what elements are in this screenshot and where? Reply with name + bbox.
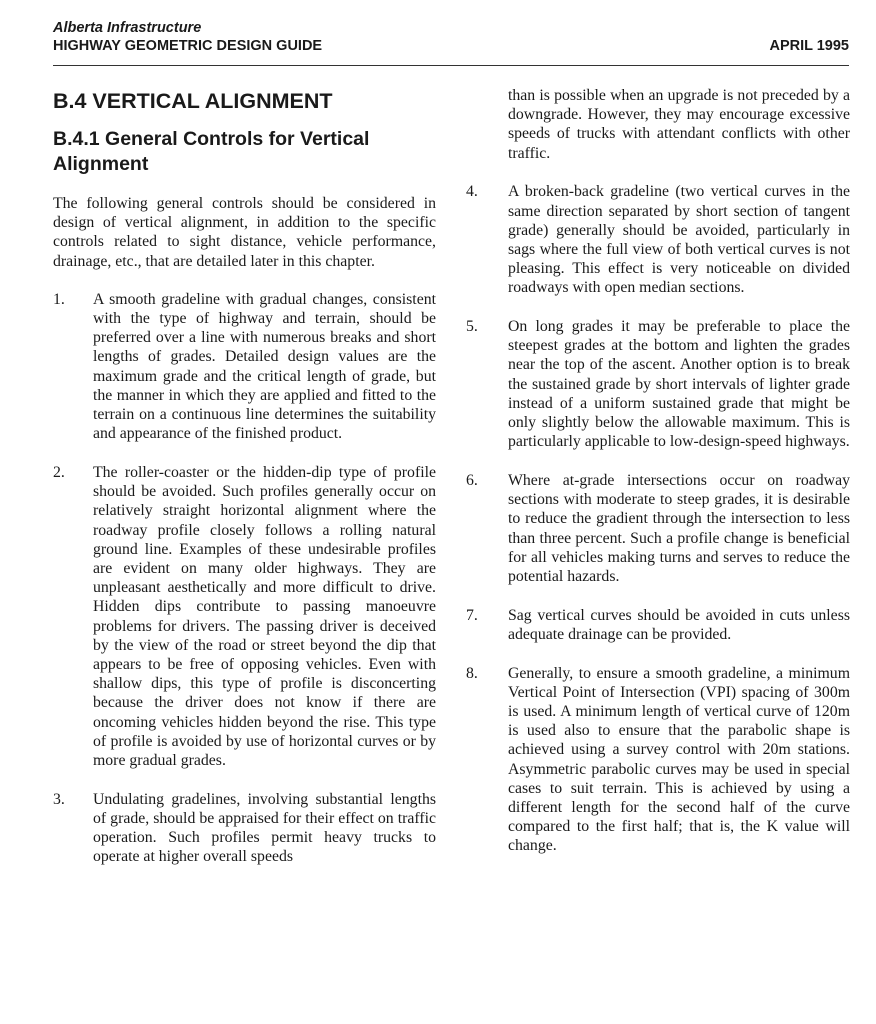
header-date: APRIL 1995 (769, 38, 849, 54)
left-column (53, 86, 436, 886)
list-item-number: 8. (466, 664, 478, 682)
list-item-text: Where at-grade intersections occur on roadway sections with moderate to steep grades, it is desirable to reduce the gradient through the intersection to less than three percent. Such a profile change is beneficial for all vehicles making turns and serves to reduce the potential hazards. (508, 471, 850, 585)
list-item-text: A smooth gradeline with gradual changes, consistent with the type of highway and terrain, should be preferred over a line with numerous breaks and short lengths of grades. Detailed design values are the maximum grade and the critical length of grade, but the manner in which they are applied and fitted to the terrain on a continuous line determines the suitability and appearance of the finished product. (93, 290, 436, 443)
list-item-text: The roller-coaster or the hidden-dip type of profile should be avoided. Such profiles generally occur on relatively straight horizontal alignment where the roadway profile closely follows a rolling natural ground line. Examples of these undesirable profiles are evident on many older highways. They are unpleasant aesthetically and more difficult to drive. Hidden dips contribute to passing manoeuvre problems for drivers. The passing driver is deceived by the view of the road or street beyond the dip that appears to be free of opposing vehicles. Even with shallow dips, this type of profile is disconcerting because the driver does not know if there are oncoming vehicles hidden beyond the rise. This type of profile is avoided by use of horizontal curves or by more gradual grades. (93, 463, 436, 769)
list-item-text: Undulating gradelines, involving substantial lengths of grade, should be appraised for their effect on traffic operation. Such profiles permit heavy trucks to operate at higher overall speeds (93, 790, 436, 866)
list-item (466, 664, 850, 856)
subsection-title: B.4.1 General Controls for Vertical Alignment (53, 128, 370, 175)
list-item-text: On long grades it may be preferable to place the steepest grades at the bottom and lighten the grades near the top of the ascent. Another option is to break the sustained grade by short intervals of lighter grade instead of a uniform sustained grade that might be only slightly below the allowable maximum. This is particularly applicable to low-design-speed highways. (508, 318, 850, 451)
list-item (466, 606, 850, 644)
intro-paragraph: The following general controls should be considered in design of vertical alignment, in addition to the specific controls related to sight distance, vehicle performance, drainage, etc., that are detailed later in this chapter. (53, 195, 436, 270)
list-item (466, 317, 850, 451)
list-item-number: 4. (466, 183, 478, 201)
list-item-number: 3. (53, 790, 65, 808)
header-organization: Alberta Infrastructure (53, 20, 202, 36)
list-item (53, 463, 436, 770)
header-divider (53, 65, 849, 66)
list-item (53, 790, 436, 867)
list-item-text: Generally, to ensure a smooth gradeline, a minimum Vertical Point of Intersection (VPI) spacing of 300m is used. A minimum length of vertical curve of 120m is used also to ensure that the parabolic shape is achieved using a survey control with 20m stations. Asymmetric parabolic curves may be used in special cases to suit terrain. This is achieved by using a different length for the second half of the curve compared to the first half; that is, the K value will change. (508, 664, 850, 855)
list-item (466, 182, 850, 297)
list-item-number: 1. (53, 290, 65, 308)
list-item-text: A broken-back gradeline (two vertical curves in the same direction separated by short section of tangent grade) generally should be avoided, particularly in sags where the full view of both vertical curves is not pleasing. This effect is very noticeable on divided roadways with open median sections. (508, 183, 850, 297)
header-guide-title: HIGHWAY GEOMETRIC DESIGN GUIDE (53, 38, 323, 54)
list-item-text: Sag vertical curves should be avoided in cuts unless adequate drainage can be provided. (508, 606, 850, 643)
list-item-number: 5. (466, 318, 478, 336)
list-item-continuation: than is possible when an upgrade is not preceded by a downgrade. However, they may encourage excessive speeds of trucks with attendant conflicts with other traffic. (508, 87, 850, 162)
list-item-number: 7. (466, 606, 478, 624)
section-title: B.4 VERTICAL ALIGNMENT (53, 89, 333, 113)
list-item-number: 6. (466, 471, 478, 489)
list-item-number: 2. (53, 463, 65, 481)
right-column (466, 86, 850, 875)
list-item (466, 471, 850, 586)
list-item (53, 290, 436, 444)
